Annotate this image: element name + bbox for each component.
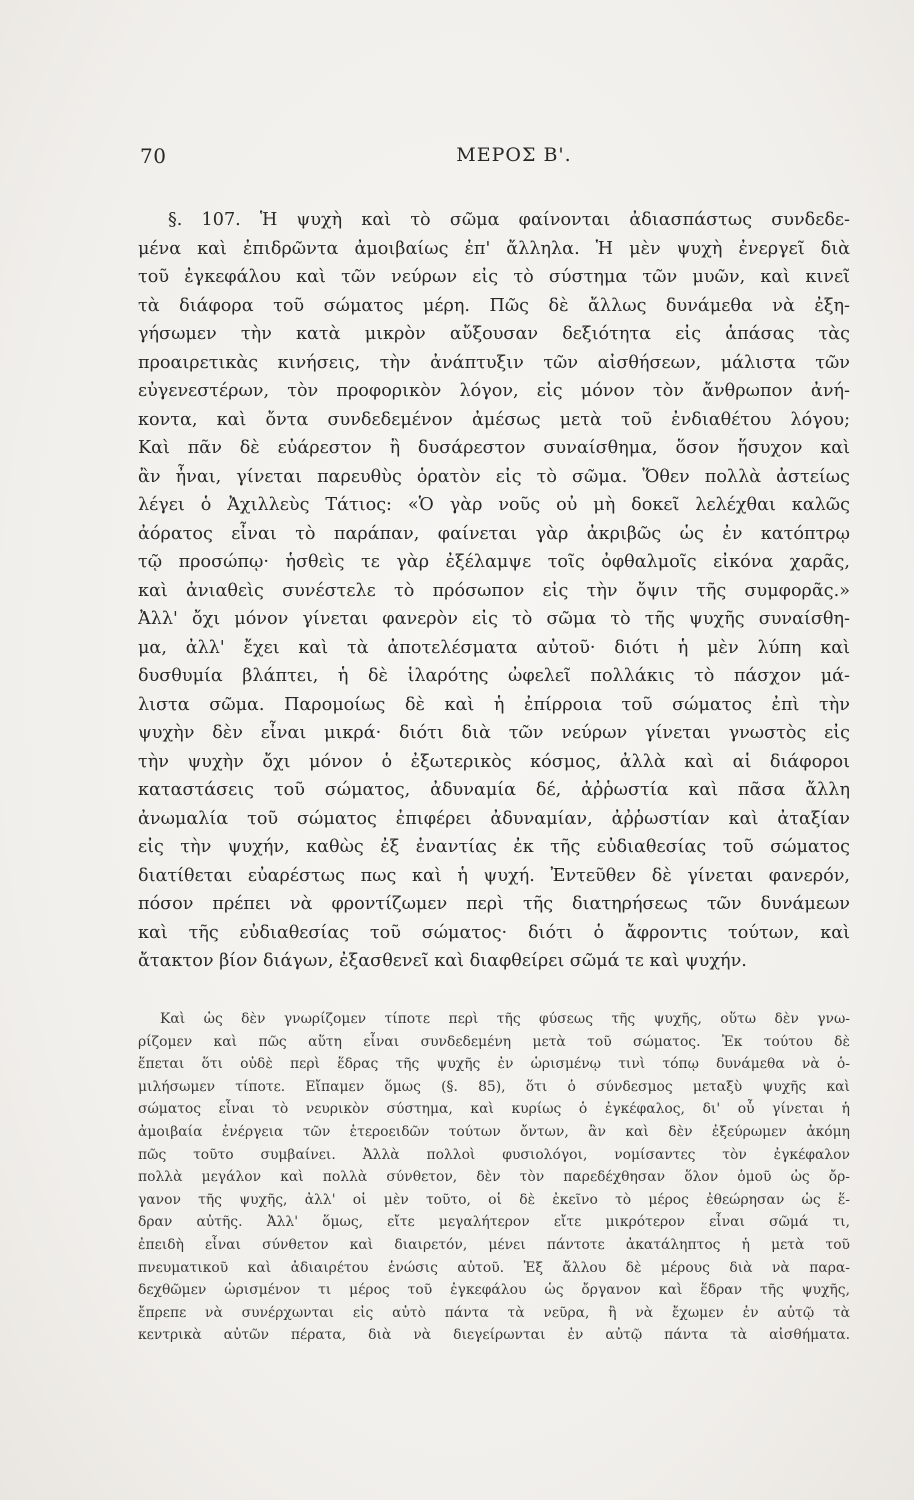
footnote — [138, 1008, 850, 1347]
main-text — [138, 206, 850, 976]
text-line: λιστα σῶμα. Παρομοίως δὲ καὶ ἡ ἐπίρροια τοῦ σώματος ἐπὶ τὴν — [138, 694, 850, 715]
footnote-line: Καὶ ὡς δὲν γνωρίζομεν τίποτε περὶ τῆς φύσεως τῆς ψυχῆς, οὕτω δὲν γνω- — [160, 1011, 850, 1027]
text-line: τὰ διάφορα τοῦ σώματος μέρη. Πῶς δὲ ἄλλως δυνάμεθα νὰ ἐξη- — [138, 295, 850, 316]
page-number: 70 — [140, 144, 167, 168]
text-line: προαιρετικὰς κινήσεις, τὴν ἀνάπτυξιν τῶν αἰσθήσεων, μάλιστα τῶν — [138, 352, 850, 373]
footnote-line: δραν αὐτῆς. Ἀλλ' ὅμως, εἴτε μεγαλήτερον εἴτε μικρότερον εἶναι σῶμά τι, — [138, 1214, 850, 1231]
text-line: ἀνωμαλία τοῦ σώματος ἐπιφέρει ἀδυναμίαν, ἀῤῥωστίαν καὶ ἀταξίαν — [138, 808, 850, 829]
footnote-line: ἔπρεπε νὰ συνέρχωνται εἰς αὐτὸ πάντα τὰ νεῦρα, ἢ νὰ ἔχωμεν ἐν αὐτῷ τὰ — [138, 1304, 850, 1321]
footnote-line: πολλὰ μεγάλον καὶ πολλὰ σύνθετον, δὲν τὸν παρεδέχθησαν ὅλον ὁμοῦ ὡς ὄρ- — [138, 1169, 850, 1186]
footnote-line: ἕπεται ὅτι οὐδὲ περὶ ἕδρας τῆς ψυχῆς ἐν ὡρισμένῳ τινὶ τόπῳ δυνάμεθα νὰ ὁ- — [138, 1056, 850, 1073]
text-line: δυσθυμία βλάπτει, ἡ δὲ ἱλαρότης ὠφελεῖ πολλάκις τὸ πάσχον μά- — [138, 666, 850, 686]
text-line: καὶ τῆς εὐδιαθεσίας τοῦ σώματος· διότι ὁ ἄφροντις τούτων, καὶ — [138, 922, 850, 943]
footnote-line: δεχθῶμεν ὡρισμένον τι μέρος τοῦ ἐγκεφάλου ὡς ὄργανον καὶ ἕδραν τῆς ψυχῆς, — [138, 1282, 850, 1299]
footnote-line: ἀμοιβαία ἐνέργεια τῶν ἑτεροειδῶν τούτων ὄντων, ἂν καὶ δὲν ἐξεύρωμεν ἀκόμη — [138, 1123, 850, 1140]
text-line: τοῦ ἐγκεφάλου καὶ τῶν νεύρων εἰς τὸ σύστημα τῶν μυῶν, καὶ κινεῖ — [138, 267, 850, 287]
text-line: τὴν ψυχὴν ὄχι μόνον ὁ ἐξωτερικὸς κόσμος, ἀλλὰ καὶ αἱ διάφοροι — [138, 751, 850, 772]
text-line: λέγει ὁ Ἀχιλλεὺς Τάτιος: «Ὁ γὰρ νοῦς οὐ μὴ δοκεῖ λελέχθαι καλῶς — [138, 495, 850, 515]
footnote-line: πῶς τοῦτο συμβαίνει. Ἀλλὰ πολλοὶ φυσιολόγοι, νομίσαντες τὸν ἐγκέφαλον — [138, 1146, 850, 1163]
text-line: καὶ ἀνιαθεὶς συνέστελε τὸ πρόσωπον εἰς τὴν ὄψιν τῆς συμφορᾶς.» — [138, 580, 850, 601]
text-line: Καὶ πᾶν δὲ εὐάρεστον ἢ δυσάρεστον συναίσθημα, ὅσον ἥσυχον καὶ — [138, 438, 850, 458]
text-line: ψυχὴν δὲν εἶναι μικρά· διότι διὰ τῶν νεύρων γίνεται γνωστὸς εἰς — [138, 723, 850, 743]
running-head — [140, 144, 848, 174]
text-line: διατίθεται εὐαρέστως πως καὶ ἡ ψυχή. Ἐντεῦθεν δὲ γίνεται φανερόν, — [138, 865, 850, 886]
text-line: ἂν ἦναι, γίνεται παρευθὺς ὁρατὸν εἰς τὸ σῶμα. Ὅθεν πολλὰ ἀστείως — [138, 466, 850, 487]
text-line: εἰς τὴν ψυχήν, καθὼς ἐξ ἐναντίας ἐκ τῆς εὐδιαθεσίας τοῦ σώματος — [138, 837, 850, 857]
text-line: μένα καὶ ἐπιδρῶντα ἀμοιβαίως ἐπ' ἄλληλα. Ἡ μὲν ψυχὴ ἐνεργεῖ διὰ — [138, 238, 850, 259]
footnote-line: ρίζομεν καὶ πῶς αὕτη εἶναι συνδεδεμένη μετὰ τοῦ σώματος. Ἐκ τούτου δὲ — [138, 1033, 850, 1050]
text-line: Ἀλλ' ὄχι μόνον γίνεται φανερὸν εἰς τὸ σῶμα τὸ τῆς ψυχῆς συναίσθη- — [138, 609, 850, 629]
text-line: γήσωμεν τὴν κατὰ μικρὸν αὔξουσαν δεξιότητα εἰς ἁπάσας τὰς — [138, 324, 850, 344]
footnote-line: μιλήσωμεν τίποτε. Εἴπαμεν ὅμως (§. 85), ὅτι ὁ σύνδεσμος μεταξὺ ψυχῆς καὶ — [138, 1078, 850, 1095]
header-title: ΜΕΡΟΣ Β'. — [456, 144, 572, 166]
footnote-line: γανον τῆς ψυχῆς, ἀλλ' οἱ μὲν τοῦτο, οἱ δὲ ἐκεῖνο τὸ μέρος ἐθεώρησαν ὡς ἕ- — [138, 1191, 850, 1208]
text-line: ἀόρατος εἶναι τὸ παράπαν, φαίνεται γὰρ ἀκριβῶς ὡς ἐν κατόπτρῳ — [138, 523, 850, 544]
text-line: μα, ἀλλ' ἔχει καὶ τὰ ἀποτελέσματα αὐτοῦ· διότι ἡ μὲν λύπη καὶ — [138, 637, 850, 658]
footnote-line: κεντρικὰ αὐτῶν πέρατα, διὰ νὰ διεγείρωνται ἐν αὐτῷ πάντα τὰ αἰσθήματα. — [138, 1327, 850, 1344]
text-line: καταστάσεις τοῦ σώματος, ἀδυναμία δέ, ἀῤῥωστία καὶ πᾶσα ἄλλη — [138, 780, 850, 800]
text-line: ἄτακτον βίον διάγων, ἐξασθενεῖ καὶ διαφθείρει σῶμά τε καὶ ψυχήν. — [138, 951, 747, 971]
text-line: κοντα, καὶ ὄντα συνδεδεμένον ἀμέσως μετὰ τοῦ ἐνδιαθέτου λόγου; — [138, 409, 850, 430]
footnote-line: πνευματικοῦ καὶ ἀδιαιρέτου ἑνώσις αὐτοῦ. Ἐξ ἄλλου δὲ μέρους διὰ νὰ παρα- — [138, 1259, 850, 1276]
footnote-line: σώματος εἶναι τὸ νευρικὸν σύστημα, καὶ κυρίως ὁ ἐγκέφαλος, δι' οὗ γίνεται ἡ — [138, 1101, 850, 1118]
footnote-line: ἐπειδὴ εἶναι σύνθετον καὶ διαιρετόν, μένει πάντοτε ἀκατάληπτος ἡ μετὰ τοῦ — [138, 1236, 850, 1253]
text-line: τῷ προσώπῳ· ἡσθεὶς τε γὰρ ἐξέλαμψε τοῖς ὀφθαλμοῖς εἰκόνα χαρᾶς, — [138, 552, 850, 572]
text-line: πόσον πρέπει νὰ φροντίζωμεν περὶ τῆς διατηρήσεως τῶν δυνάμεων — [138, 894, 850, 914]
text-line: §. 107. Ἡ ψυχὴ καὶ τὸ σῶμα φαίνονται ἀδιασπάστως συνδεδε- — [168, 210, 850, 230]
text-line: εὐγενεστέρων, τὸν προφορικὸν λόγον, εἰς μόνον τὸν ἄνθρωπον ἀνή- — [138, 381, 850, 401]
